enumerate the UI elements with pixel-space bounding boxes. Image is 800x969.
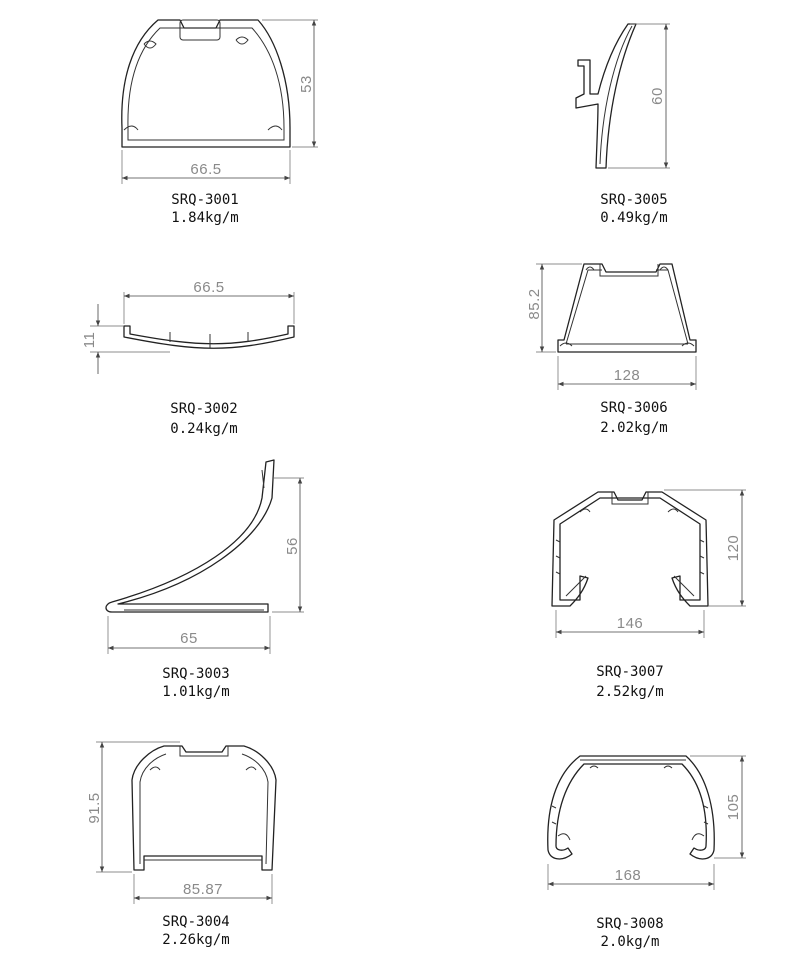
model-label: SRQ-3003	[162, 666, 230, 682]
profile-srq-3007	[552, 490, 746, 700]
model-label: SRQ-3008	[596, 916, 664, 932]
profile-drawing	[576, 24, 636, 168]
height-dimension: 56	[284, 537, 301, 555]
width-dimension: 66.5	[190, 161, 222, 178]
height-dimension: 91.5	[86, 792, 103, 824]
width-dimension: 66.5	[193, 279, 225, 296]
height-dimension: 60	[649, 87, 666, 105]
width-dimension: 85.87	[182, 881, 224, 898]
weight-label: 2.0kg/m	[600, 934, 660, 950]
profile-drawing	[122, 20, 290, 147]
model-label: SRQ-3001	[171, 192, 239, 208]
width-dimension: 146	[616, 615, 644, 632]
model-label: SRQ-3002	[170, 401, 238, 417]
model-label: SRQ-3004	[162, 914, 230, 930]
model-label: SRQ-3005	[600, 192, 668, 208]
weight-label: 1.84kg/m	[171, 210, 239, 226]
profile-srq-3004	[86, 742, 276, 948]
profile-srq-3003	[106, 460, 304, 700]
weight-label: 1.01kg/m	[162, 684, 230, 700]
profile-drawing	[132, 746, 276, 870]
height-dimension: 85.2	[526, 288, 543, 320]
height-dimension: 120	[725, 534, 742, 562]
profile-drawing	[552, 492, 708, 606]
weight-label: 0.24kg/m	[170, 421, 238, 437]
profile-srq-3006	[526, 264, 696, 436]
profile-srq-3008	[548, 756, 746, 950]
weight-label: 2.52kg/m	[596, 684, 664, 700]
profile-srq-3001	[122, 20, 318, 226]
weight-label: 2.26kg/m	[162, 932, 230, 948]
weight-label: 0.49kg/m	[600, 210, 668, 226]
profile-drawing	[558, 264, 696, 352]
height-dimension: 53	[298, 75, 315, 93]
profile-drawing	[548, 756, 715, 859]
model-label: SRQ-3006	[600, 400, 668, 416]
width-dimension: 128	[613, 367, 641, 384]
profile-srq-3005	[576, 24, 670, 226]
model-label: SRQ-3007	[596, 664, 664, 680]
profile-drawing	[106, 460, 274, 612]
height-dimension: 105	[725, 793, 742, 821]
weight-label: 2.02kg/m	[600, 420, 668, 436]
profile-srq-3002	[81, 279, 294, 437]
width-dimension: 65	[180, 630, 198, 647]
height-dimension: 11	[81, 331, 98, 349]
width-dimension: 168	[614, 867, 642, 884]
profile-drawing	[124, 326, 294, 348]
